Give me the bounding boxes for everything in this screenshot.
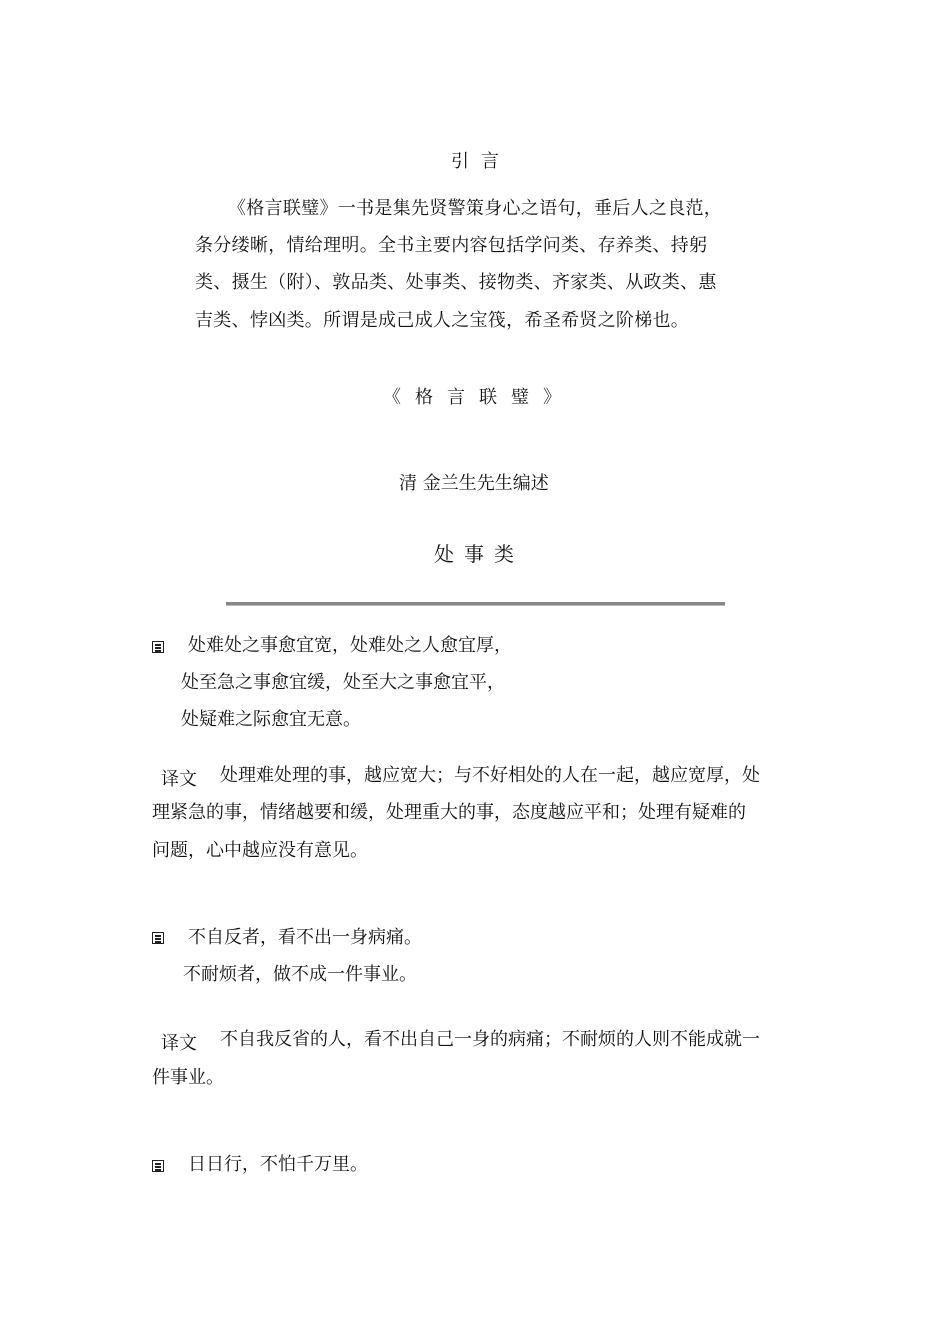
- document-list-icon: [152, 932, 164, 944]
- author-line: 清 金兰生先生编述: [399, 473, 549, 494]
- translation-label: 译文: [161, 1033, 197, 1054]
- translation-line: 处理难处理的事，越应宽大；与不好相处的人在一起，越应宽厚，处: [220, 765, 760, 786]
- translation-line: 问题，心中越应没有意见。: [152, 840, 368, 861]
- intro-title: 引言: [451, 151, 511, 172]
- translation-line: 不自我反省的人，看不出自己一身的病痛；不耐烦的人则不能成就一: [220, 1029, 760, 1050]
- section-title: 处事类: [434, 542, 524, 566]
- maxim-line: 处难处之事愈宜宽，处难处之人愈宜厚，: [188, 635, 512, 656]
- maxim-line: 不耐烦者，做不成一件事业。: [183, 964, 417, 985]
- intro-paragraph-line: 类、摄生（附）、敦品类、处事类、接物类、齐家类、从政类、惠: [195, 272, 717, 293]
- maxim-line: 日日行，不怕千万里。: [188, 1154, 368, 1175]
- book-title: 《格言联璧》: [383, 387, 575, 408]
- document-list-icon: [152, 641, 164, 653]
- translation-label: 译文: [161, 769, 197, 790]
- document-list-icon: [152, 1160, 164, 1172]
- translation-line: 件事业。: [152, 1067, 224, 1088]
- intro-paragraph-line: 《格言联璧》一书是集先贤警策身心之语句，垂后人之良范，: [228, 198, 723, 219]
- maxim-line: 处至急之事愈宜缓，处至大之事愈宜平，: [181, 672, 505, 693]
- maxim-line: 不自反者，看不出一身病痛。: [188, 927, 422, 948]
- translation-line: 理紧急的事，情绪越要和缓，处理重大的事，态度越应平和；处理有疑难的: [152, 802, 746, 823]
- intro-paragraph-line: 吉类、悖凶类。所谓是成己成人之宝筏，希圣希贤之阶梯也。: [195, 310, 690, 331]
- maxim-line: 处疑难之际愈宜无意。: [181, 709, 361, 730]
- intro-paragraph-line: 条分缕晰，情给理明。全书主要内容包括学问类、存养类、持躬: [195, 235, 708, 256]
- section-divider: [226, 602, 725, 606]
